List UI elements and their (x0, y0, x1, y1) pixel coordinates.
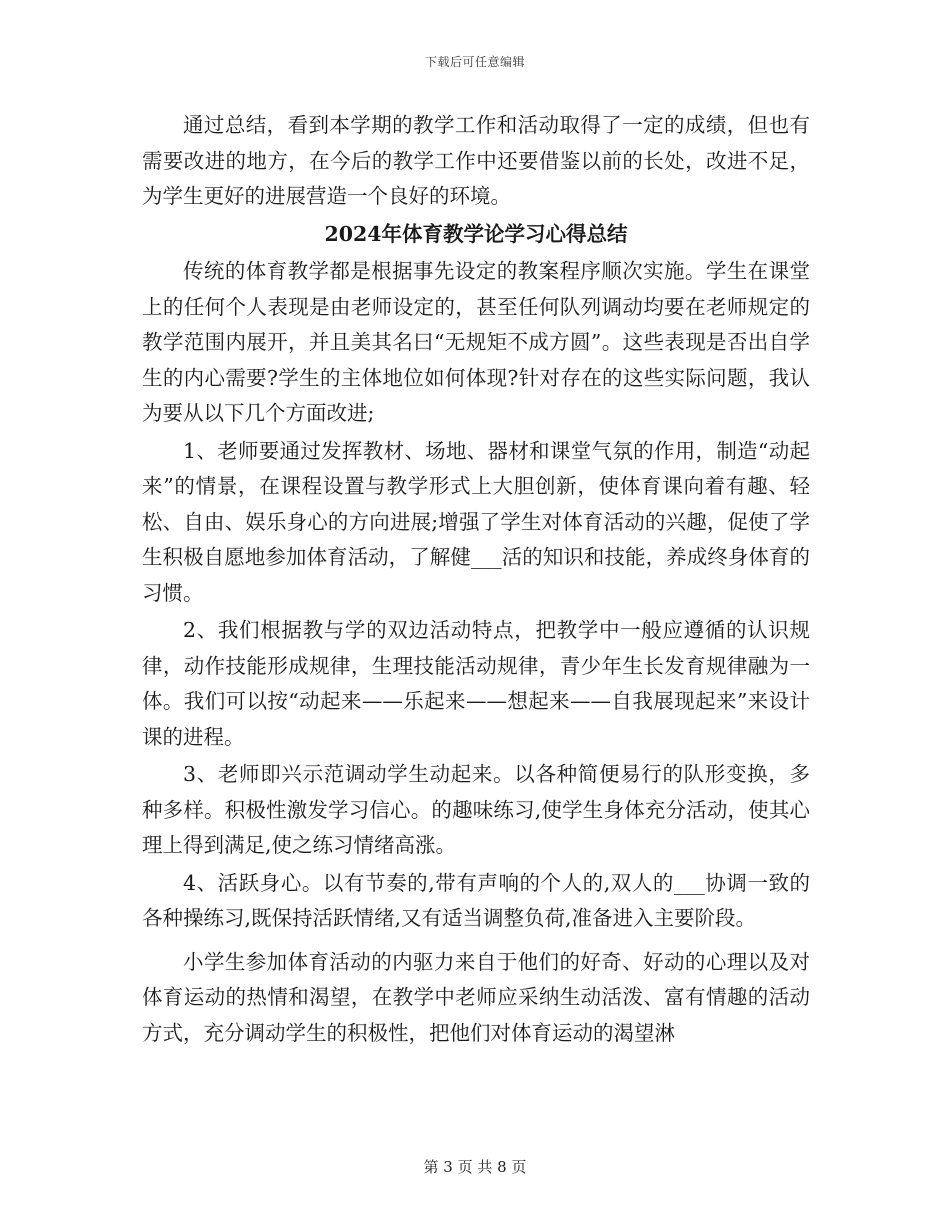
intro-paragraph: 通过总结，看到本学期的教学工作和活动取得了一定的成绩，但也有需要改进的地方，在今后的教学工作中还要借鉴以前的长处，改进不足，为学生更好的进展营造一个良好的环境。 (142, 113, 810, 208)
paragraph: 1、老师要通过发挥教材、场地、器材和课堂气氛的作用，制造“动起来”的情景，在课程设置与教学形式上大胆创新，使体育课向着有趣、轻松、自由、娱乐身心的方向进展;增强了学生对体育活动的兴趣，促使了学生积极自愿地参加体育活动，了解健___活的知识和技能，养成终身体育的习惯。 (142, 438, 810, 605)
paragraph: 2、我们根据教与学的双边活动特点，把教学中一般应遵循的认识规律，动作技能形成规律，生理技能活动规律，青少年生长发育规律融为一体。我们可以按“动起来——乐起来——想起来——自我展现起来”来设计课的进程。 (142, 618, 810, 749)
document-body (142, 108, 810, 1053)
paragraph: 传统的体育教学都是根据事先设定的教案程序顺次实施。学生在课堂上的任何个人表现是由老师设定的，甚至任何队列调动均要在老师规定的教学范围内展开，并且美其名曰“无规矩不成方圆”。这些表现是否出自学生的内心需要?学生的主体地位如何体现?针对存在的这些实际问题，我认为要从以下几个方面改进; (142, 259, 810, 425)
paragraph: 小学生参加体育活动的内驱力来自于他们的好奇、好动的心理以及对体育运动的热情和渴望，在教学中老师应采纳生动活泼、富有情趣的活动方式，充分调动学生的积极性，把他们对体育运动的渴望淋 (142, 949, 810, 1045)
document-title: 2024年体育教学论学习心得总结 (324, 221, 628, 246)
page-number: 第 3 页 共 8 页 (423, 1158, 527, 1176)
header-note: 下载后可任意编辑 (424, 55, 525, 69)
paragraph: 3、老师即兴示范调动学生动起来。以各种简便易行的队形变换，多种多样。积极性激发学习信心。的趣味练习,使学生身体充分活动，使其心理上得到满足,使之练习情绪高涨。 (142, 762, 810, 857)
paragraph: 4、活跃身心。以有节奏的,带有声响的个人的,双人的___协调一致的各种操练习,既保持活跃情绪,又有适当调整负荷,准备进入主要阶段。 (142, 870, 810, 930)
